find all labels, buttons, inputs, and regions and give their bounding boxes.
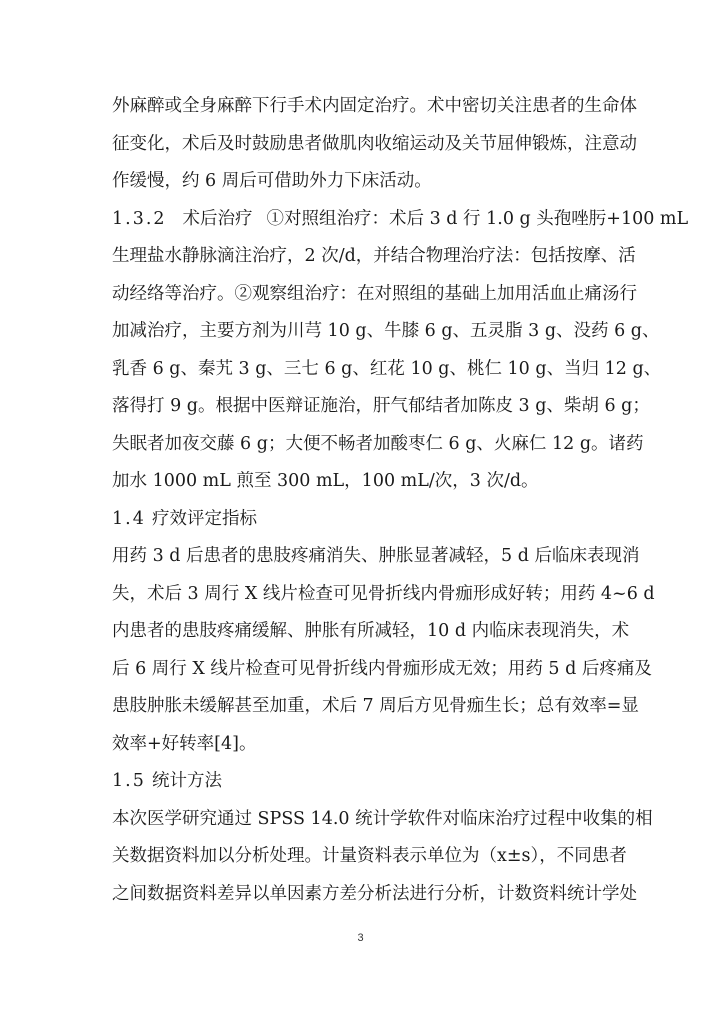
section-heading-line — [112, 201, 689, 239]
section-number: 1.4 — [112, 508, 146, 529]
text-line: 落得打 9 g。根据中医辩证施治，肝气郁结者加陈皮 3 g、柴胡 6 g； — [112, 396, 650, 416]
text-line: 加减治疗，主要方剂为川芎 10 g、牛膝 6 g、五灵脂 3 g、没药 6 g、 — [112, 321, 660, 341]
text-line: 外麻醉或全身麻醉下行手术内固定治疗。术中密切关注患者的生命体 — [112, 96, 637, 116]
text-line: 加水 1000 mL 煎至 300 mL，100 mL/次，3 次/d。 — [112, 471, 539, 491]
text-line: 关数据资料加以分析处理。计量资料表示单位为（x±s），不同患者 — [112, 846, 627, 866]
section-first-line-text: ①对照组治疗：术后 3 d 行 1.0 g 头孢唑肟+100 mL — [266, 208, 689, 229]
text-line: 失眠者加夜交藤 6 g；大便不畅者加酸枣仁 6 g、火麻仁 12 g。诸药 — [112, 433, 644, 454]
text-line: 效率+好转率[4]。 — [112, 733, 257, 754]
text-line: 后 6 周行 X 线片检查可见骨折线内骨痂形成无效；用药 5 d 后疼痛及 — [112, 658, 652, 679]
section-number: 1.3.2 — [112, 208, 167, 229]
section-title: 术后治疗 — [182, 208, 253, 229]
text-line: 动经络等治疗。②观察组治疗：在对照组的基础上加用活血止痛汤行 — [112, 283, 637, 304]
section-heading — [112, 501, 612, 539]
text-line: 内患者的患肢疼痛缓解、肿胀有所减轻，10 d 内临床表现消失，术 — [112, 621, 630, 641]
section-1-4 — [112, 501, 655, 764]
section-1-5 — [112, 763, 653, 913]
text-line: 患肢肿胀未缓解甚至加重，术后 7 周后方见骨痂生长；总有效率=显 — [112, 696, 639, 716]
section-number: 1.5 — [112, 771, 146, 791]
document-page — [112, 88, 689, 913]
page-number: 3 — [357, 932, 364, 944]
paragraph-surgery — [112, 88, 637, 201]
text-line: 征变化，术后及时鼓励患者做肌肉收缩运动及关节屈伸锻炼，注意动 — [112, 133, 637, 154]
text-line: 生理盐水静脉滴注治疗，2 次/d，并结合物理治疗法：包括按摩、活 — [112, 246, 636, 266]
text-line: 之间数据资料差异以单因素方差分析法进行分析，计数资料统计学处 — [112, 883, 637, 904]
section-1-3-2 — [112, 201, 689, 501]
section-title: 疗效评定指标 — [152, 508, 257, 529]
section-heading — [112, 763, 612, 801]
text-line: 用药 3 d 后患者的患肢疼痛消失、肿胀显著减轻，5 d 后临床表现消 — [112, 546, 640, 566]
text-line: 本次医学研究通过 SPSS 14.0 统计学软件对临床治疗过程中收集的相 — [112, 808, 653, 829]
text-line: 乳香 6 g、秦艽 3 g、三七 6 g、红花 10 g、桃仁 10 g、当归 12 g、 — [112, 358, 662, 379]
section-title: 统计方法 — [152, 771, 222, 791]
text-line: 作缓慢，约 6 周后可借助外力下床活动。 — [112, 171, 432, 191]
text-line: 失，术后 3 周行 X 线片检查可见骨折线内骨痂形成好转；用药 4~6 d — [112, 583, 655, 604]
